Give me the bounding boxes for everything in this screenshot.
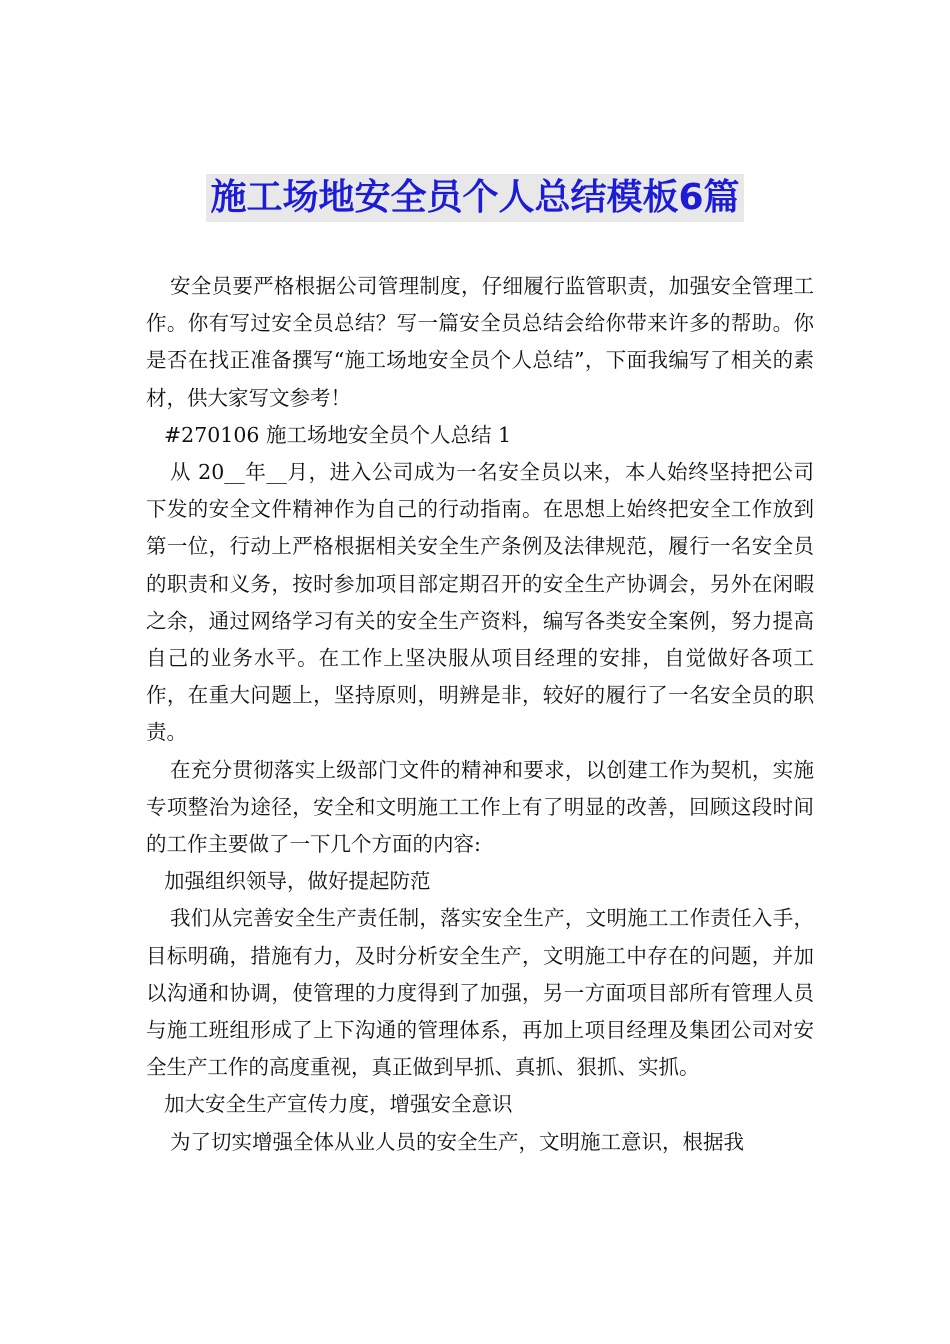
paragraph-4: 为了切实增强全体从业人员的安全生产，文明施工意识，根据我 — [170, 1129, 744, 1154]
title-container — [0, 174, 950, 222]
section-heading-1: #270106 施工场地安全员个人总结 1 — [164, 422, 512, 447]
subheading-organization: 加强组织领导，做好提起防范 — [164, 869, 431, 894]
document-body — [146, 268, 814, 1161]
paragraph-3: 我们从完善安全生产责任制，落实安全生产，文明施工工作责任入手，目标明确，措施有力，及时分析安全生产，文明施工中存在的问题，并加以沟通和协调，使管理的力度得到了加强，另一方面项目部所有管理人员与施工班组形成了上下沟通的管理体系，再加上项目经理及集团公司对安全生产工作的高度重视，真正做到早抓、真抓、狠抓、实抓。 — [146, 906, 814, 1080]
paragraph-1: 从 20__年__月，进入公司成为一名安全员以来，本人始终坚持把公司下发的安全文件精神作为自己的行动指南。在思想上始终把安全工作放到第一位，行动上严格根据相关安全生产条例及法律规范，履行一名安全员的职责和义务，按时参加项目部定期召开的安全生产协调会，另外在闲暇之余，通过网络学习有关的安全生产资料，编写各类安全案例，努力提高自己的业务水平。在工作上坚决服从项目经理的安排，自觉做好各项工作，在重大问题上，坚持原则，明辨是非，较好的履行了一名安全员的职责。 — [146, 460, 814, 745]
subheading-publicity: 加大安全生产宣传力度，增强安全意识 — [164, 1092, 513, 1117]
paragraph-intro: 安全员要严格根据公司管理制度，仔细履行监管职责，加强安全管理工作。你有写过安全员总结？写一篇安全员总结会给你带来许多的帮助。你是否在找正准备撰写“施工场地安全员个人总结”，下面我编写了相关的素材，供大家写文参考！ — [146, 274, 814, 410]
document-title: 施工场地安全员个人总结模板6篇 — [206, 174, 743, 222]
paragraph-2: 在充分贯彻落实上级部门文件的精神和要求，以创建工作为契机，实施专项整治为途径，安全和文明施工工作上有了明显的改善，回顾这段时间的工作主要做了一下几个方面的内容: — [146, 757, 814, 857]
